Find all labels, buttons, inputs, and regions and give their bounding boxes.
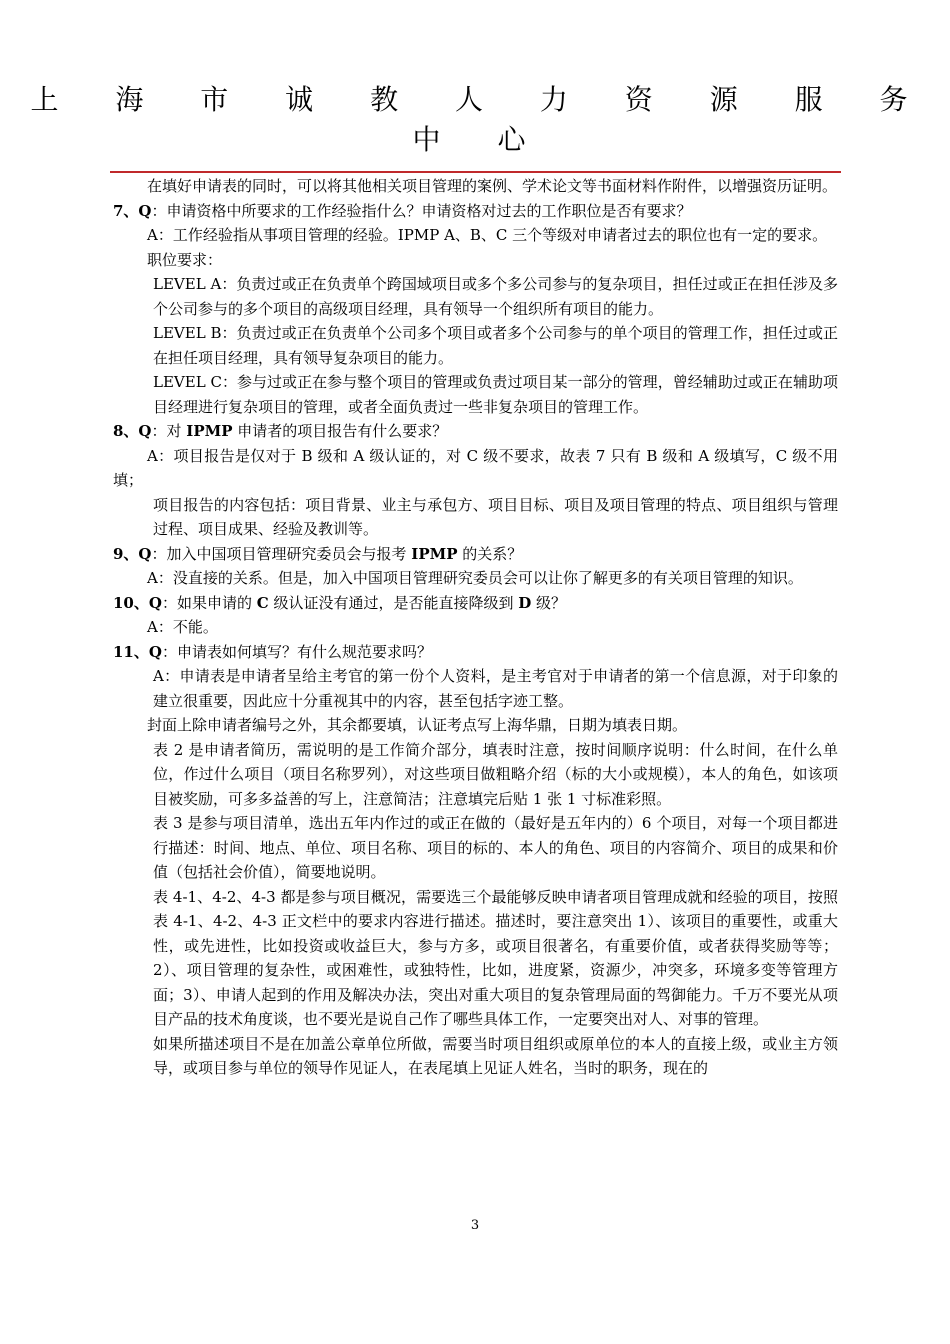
question-10 [113,591,838,616]
answer-11-table2: 表 2 是申请者简历，需说明的是工作简介部分，填表时注意，按时间顺序说明：什么时间，在什么单位，作过什么项目（项目名称罗列），对这些项目做粗略介绍（标的大小或规模），本人的角色，如该项目被奖励，可多多益善的写上，注意简洁；注意填完后贴 1 张 1 寸标准彩照。 [153,740,838,808]
answer-11: A：申请表是申请者呈给主考官的第一份个人资料，是主考官对于申请者的第一个信息源，对于印象的建立很重要，因此应十分重视其中的内容，甚至包括字迹工整。 [153,667,838,710]
question-7 [113,199,838,224]
answer-11-block [113,664,838,713]
answer-10: A：不能。 [147,618,218,636]
question-8 [113,419,838,444]
question-9 [113,542,838,567]
question-9-number: 9、Q [113,544,152,563]
level-a: LEVEL A：负责过或正在负责单个跨国域项目或多个多公司参与的复杂项目，担任过或正在担任涉及多个公司参与的多个项目的高级项目经理，具有领导一个组织所有项目的能力。 [153,275,838,318]
answer-7: A：工作经验指从事项目管理的经验。IPMP A、B、C 三个等级对申请者过去的职位也有一定的要求。 [147,226,828,244]
question-8-text-pre: ：对 [151,422,187,440]
question-8-text-bold: IPMP [186,422,233,440]
answer-8-content-block [113,493,838,542]
question-9-text-post: 的关系？ [457,544,523,563]
page-header-title: 上 海 市 诚 教 人 力 资 源 服 务 中 心 [30,83,932,156]
question-10-text-bold-1: C [256,593,269,612]
question-8-number: 8、Q [113,422,152,440]
answer-8: A：项目报告是仅对于 B 级和 A 级认证的，对 C 级不要求，故表 7 只有 B 级和 A 级填写，C 级不用填； [113,446,838,489]
answer-11-cover: 封面上除申请者编号之外，其余都要填，认证考点写上海华鼎，日期为填表日期。 [147,716,688,734]
header-divider [110,171,841,173]
question-11-number: 11、Q [113,642,162,661]
question-10-number: 10、Q [113,593,162,612]
answer-11-table3: 表 3 是参与项目清单，选出五年内作过的或正在做的（最好是五年内的）6 个项目，对每一个项目都进行描述：时间、地点、单位、项目名称、项目的标的、本人的角色、项目的内容简介、项目的成果和价值（包括社会价值），简要地说明。 [153,814,838,881]
question-10-text-bold-2: D [518,593,532,612]
question-11-text: ：申请表如何填写？有什么规范要求吗？ [161,642,432,661]
question-9-text-pre: ：加入中国项目管理研究委员会与报考 [151,544,412,563]
answer-8-content: 项目报告的内容包括：项目背景、业主与承包方、项目目标、项目及项目管理的特点、项目组织与管理过程、项目成果、经验及教训等。 [153,495,838,538]
question-10-text-pre: ：如果申请的 [161,593,257,612]
intro-paragraph: 在填好申请表的同时，可以将其他相关项目管理的案例、学术论文等书面材料作附件，以增强资历证明。 [147,177,838,195]
level-list [113,272,838,419]
answer-11-tables-block [113,738,838,1081]
document-body [113,174,838,1081]
question-10-text-post: 级？ [531,593,567,612]
level-b: LEVEL B：负责过或正在负责单个公司多个项目或者多个公司参与的单个项目的管理工作，担任过或正在担任项目经理，具有领导复杂项目的能力。 [153,324,838,367]
question-11 [113,640,838,665]
question-8-text-post: 申请者的项目报告有什么要求？ [232,422,448,440]
answer-11-table4: 表 4-1、4-2、4-3 都是参与项目概况，需要选三个最能够反映申请者项目管理成就和经验的项目，按照表 4-1、4-2、4-3 正文栏中的要求内容进行描述。描述时，要注意突出 1）、该项目的重要性，或重大性，或先进性，比如投资或收益巨大，参与方多，或项目很著名，有重要价值，或者获得奖励等等；2）、项目管理的复杂性，或困难性，或独特性，比如，进度紧，资源少，冲突多，环境多变等管理方面；3）、申请人起到的作用及解决办法，突出对重大项目的复杂管理局面的驾御能力。千万不要光从项目产品的技术角度谈，也不要光是说自己作了哪些具体工作，一定要突出对人、对事的管理。 [153,887,838,1028]
answer-11-witness: 如果所描述项目不是在加盖公章单位所做，需要当时项目组织或原单位的本人的直接上级，或业主方领导，或项目参与单位的领导作见证人，在表尾填上见证人姓名，当时的职务，现在的 [153,1034,838,1077]
question-9-text-bold: IPMP [411,544,458,563]
question-7-text: ：申请资格中所要求的工作经验指什么？申请资格对过去的工作职位是否有要求？ [151,201,692,220]
question-7-number: 7、Q [113,201,152,220]
question-10-text-mid: 级认证没有通过，是否能直接降级到 [268,593,519,612]
position-requirements-title: 职位要求： [147,250,223,269]
page-number: 3 [470,1218,480,1233]
level-c: LEVEL C：参与过或正在参与整个项目的管理或负责过项目某一部分的管理，曾经辅助过或正在辅助项目经理进行复杂项目的管理，或者全面负责过一些非复杂项目的管理工作。 [153,373,838,416]
answer-9: A：没直接的关系。但是，加入中国项目管理研究委员会可以让你了解更多的有关项目管理的知识。 [147,569,803,587]
